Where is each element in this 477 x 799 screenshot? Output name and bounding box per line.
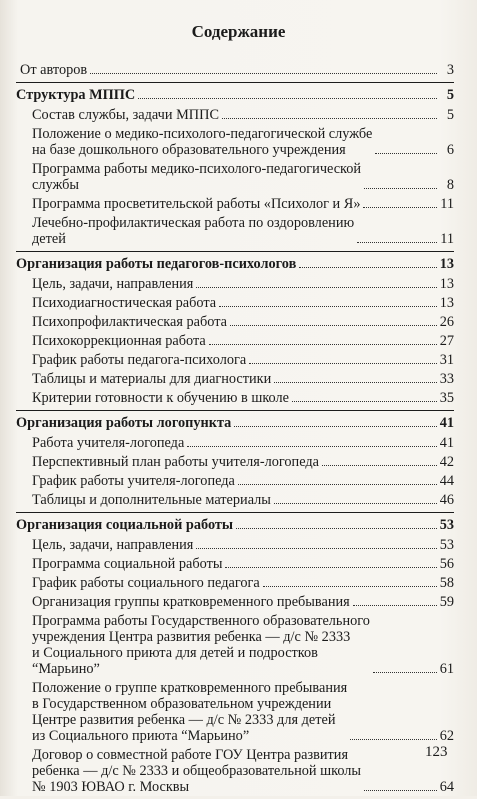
toc-entry <box>32 276 454 292</box>
toc-entry-text: Психопрофилактическая работа <box>32 314 228 330</box>
section-heading-page: 53 <box>439 517 454 533</box>
dot-leader <box>249 363 436 364</box>
toc-entry <box>32 390 454 406</box>
dot-leader <box>299 267 436 268</box>
toc-entry-page: 11 <box>440 231 454 247</box>
toc-entry-text: График работы учителя-логопеда <box>32 473 235 489</box>
toc-entry-text: Критерии готовности к обучению в школе <box>32 390 289 406</box>
toc-entry-text: Программа социальной работы <box>32 556 223 572</box>
toc-entry-page: 44 <box>439 473 454 489</box>
toc-entry <box>32 107 454 123</box>
toc-entry-text: Программа работы медико-психолого-педагогической службы <box>32 161 362 193</box>
toc-entry-text: Таблицы и дополнительные материалы <box>32 492 271 508</box>
toc-entry-page: 46 <box>439 492 454 508</box>
dot-leader <box>236 528 437 529</box>
toc-entry <box>32 594 454 610</box>
toc-entry <box>32 537 454 553</box>
dot-leader <box>138 98 437 99</box>
dot-leader <box>363 207 437 208</box>
section-heading-text: Организация социальной работы <box>16 517 234 533</box>
toc-section <box>16 251 454 406</box>
toc-entry <box>32 680 454 744</box>
dot-leader <box>292 401 437 402</box>
dot-leader <box>219 306 437 307</box>
toc-entry-text: Цель, задачи, направления <box>32 537 194 553</box>
toc-section <box>16 82 454 247</box>
dot-leader <box>274 503 437 504</box>
toc-entry-page: 13 <box>439 276 454 292</box>
dot-leader <box>90 73 437 74</box>
toc-entry <box>32 161 454 193</box>
toc-entry <box>32 126 454 158</box>
section-heading-text: Организация работы педагогов-психологов <box>16 256 297 272</box>
toc-entry-text: Положение о медико-психолого-педагогической службе на базе дошкольного образовательного учреждения <box>32 126 373 158</box>
toc-entry-page: 41 <box>439 435 454 451</box>
dot-leader <box>373 672 437 673</box>
toc-entry-page: 26 <box>439 314 454 330</box>
toc-entry-page: 53 <box>439 537 454 553</box>
dot-leader <box>350 739 437 740</box>
toc-entry-page: 33 <box>439 371 454 387</box>
dot-leader <box>322 465 437 466</box>
toc-section-heading <box>16 415 454 431</box>
toc-entry <box>32 435 454 451</box>
toc-entry <box>32 492 454 508</box>
section-heading-page: 5 <box>446 87 454 103</box>
dot-leader <box>364 188 437 189</box>
dot-leader <box>225 567 436 568</box>
toc-entry <box>32 454 454 470</box>
toc-entry <box>32 215 454 247</box>
toc-entry-page: 35 <box>439 390 454 406</box>
dot-leader <box>196 548 436 549</box>
dot-leader <box>364 790 437 791</box>
toc-entry-page: 62 <box>439 728 454 744</box>
toc-entry <box>32 556 454 572</box>
dot-leader <box>234 426 436 427</box>
toc-entry-page: 59 <box>439 594 454 610</box>
toc-entry-text: Договор о совместной работе ГОУ Центра развития ребенка — д/с № 2333 и общеобразовательной школы № 1903 ЮВАО г. Москвы <box>32 747 362 795</box>
toc-section <box>16 512 454 795</box>
toc-entry-page: 3 <box>446 62 454 78</box>
toc-entry-text: Организация группы кратковременного пребывания <box>32 594 350 610</box>
toc-entry <box>32 473 454 489</box>
toc-entry <box>32 352 454 368</box>
toc-section-heading <box>16 517 454 533</box>
toc-sections <box>16 82 454 795</box>
toc-entry <box>32 747 454 795</box>
section-heading-text: Организация работы логопункта <box>16 415 232 431</box>
toc-entry <box>32 371 454 387</box>
toc-entry-text: График работы социального педагога <box>32 575 260 591</box>
dot-leader <box>274 382 436 383</box>
toc-entry-text: Программа работы Государственного образовательного учреждения Центра развития ребенка — д/с № 2333 и Социального приюта для детей и подростков “Марьино” <box>32 613 370 677</box>
toc-entry-text: От авторов <box>20 62 88 78</box>
toc-entry-page: 8 <box>446 177 454 193</box>
dot-leader <box>196 287 436 288</box>
page-title: Содержание <box>191 22 286 41</box>
toc-entry-page: 56 <box>439 556 454 572</box>
toc-entry-text: Перспективный план работы учителя-логопеда <box>32 454 319 470</box>
dot-leader <box>222 118 437 119</box>
toc-entry-text: Лечебно-профилактическая работа по оздоровлению детей <box>32 215 355 247</box>
toc-entry-text: Психокоррекционная работа <box>32 333 206 349</box>
dot-leader <box>238 484 437 485</box>
toc-section-heading <box>16 256 454 272</box>
toc-entry <box>32 575 454 591</box>
toc-entry-page: 58 <box>439 575 454 591</box>
toc-entry-text: Психодиагностическая работа <box>32 295 217 311</box>
toc-entry-page: 6 <box>446 142 454 158</box>
toc-section-heading <box>16 87 454 103</box>
toc-entry <box>32 613 454 677</box>
toc-entry-text: Состав службы, задачи МППС <box>32 107 219 123</box>
section-heading-text: Структура МППС <box>16 87 136 103</box>
toc-entry-text: Таблицы и материалы для диагностики <box>32 371 272 387</box>
toc-entry-page: 5 <box>446 107 454 123</box>
toc-entry <box>32 196 454 212</box>
toc-entry-page: 31 <box>439 352 454 368</box>
toc-entry-text: Работа учителя-логопеда <box>32 435 185 451</box>
toc-entry-text: Положение о группе кратковременного пребывания в Государственном образовательном учреждении Центре развития ребенка — д/с № 2333 для детей из Социального приюта “Марьино” <box>32 680 348 744</box>
toc-entry <box>32 295 454 311</box>
table-of-contents <box>16 62 454 799</box>
toc-entry-page: 27 <box>439 333 454 349</box>
dot-leader <box>209 344 437 345</box>
dot-leader <box>353 605 437 606</box>
dot-leader <box>357 242 437 243</box>
toc-entry <box>32 333 454 349</box>
toc-entry-text: График работы педагога-психолога <box>32 352 247 368</box>
toc-entry-intro <box>20 62 454 78</box>
section-heading-page: 13 <box>439 256 454 272</box>
toc-entry <box>32 314 454 330</box>
page-number: 123 <box>425 744 448 760</box>
toc-section <box>16 410 454 508</box>
dot-leader <box>375 153 437 154</box>
dot-leader <box>230 325 437 326</box>
toc-entry-page: 13 <box>439 295 454 311</box>
toc-entry-page: 61 <box>439 661 454 677</box>
toc-entry-page: 42 <box>439 454 454 470</box>
toc-entry-text: Цель, задачи, направления <box>32 276 194 292</box>
toc-entry-page: 11 <box>440 196 454 212</box>
toc-entry-text: Программа просветительской работы «Психолог и Я» <box>32 196 361 212</box>
dot-leader <box>187 446 436 447</box>
dot-leader <box>263 586 437 587</box>
toc-entry-page: 64 <box>439 779 454 795</box>
section-heading-page: 41 <box>439 415 454 431</box>
